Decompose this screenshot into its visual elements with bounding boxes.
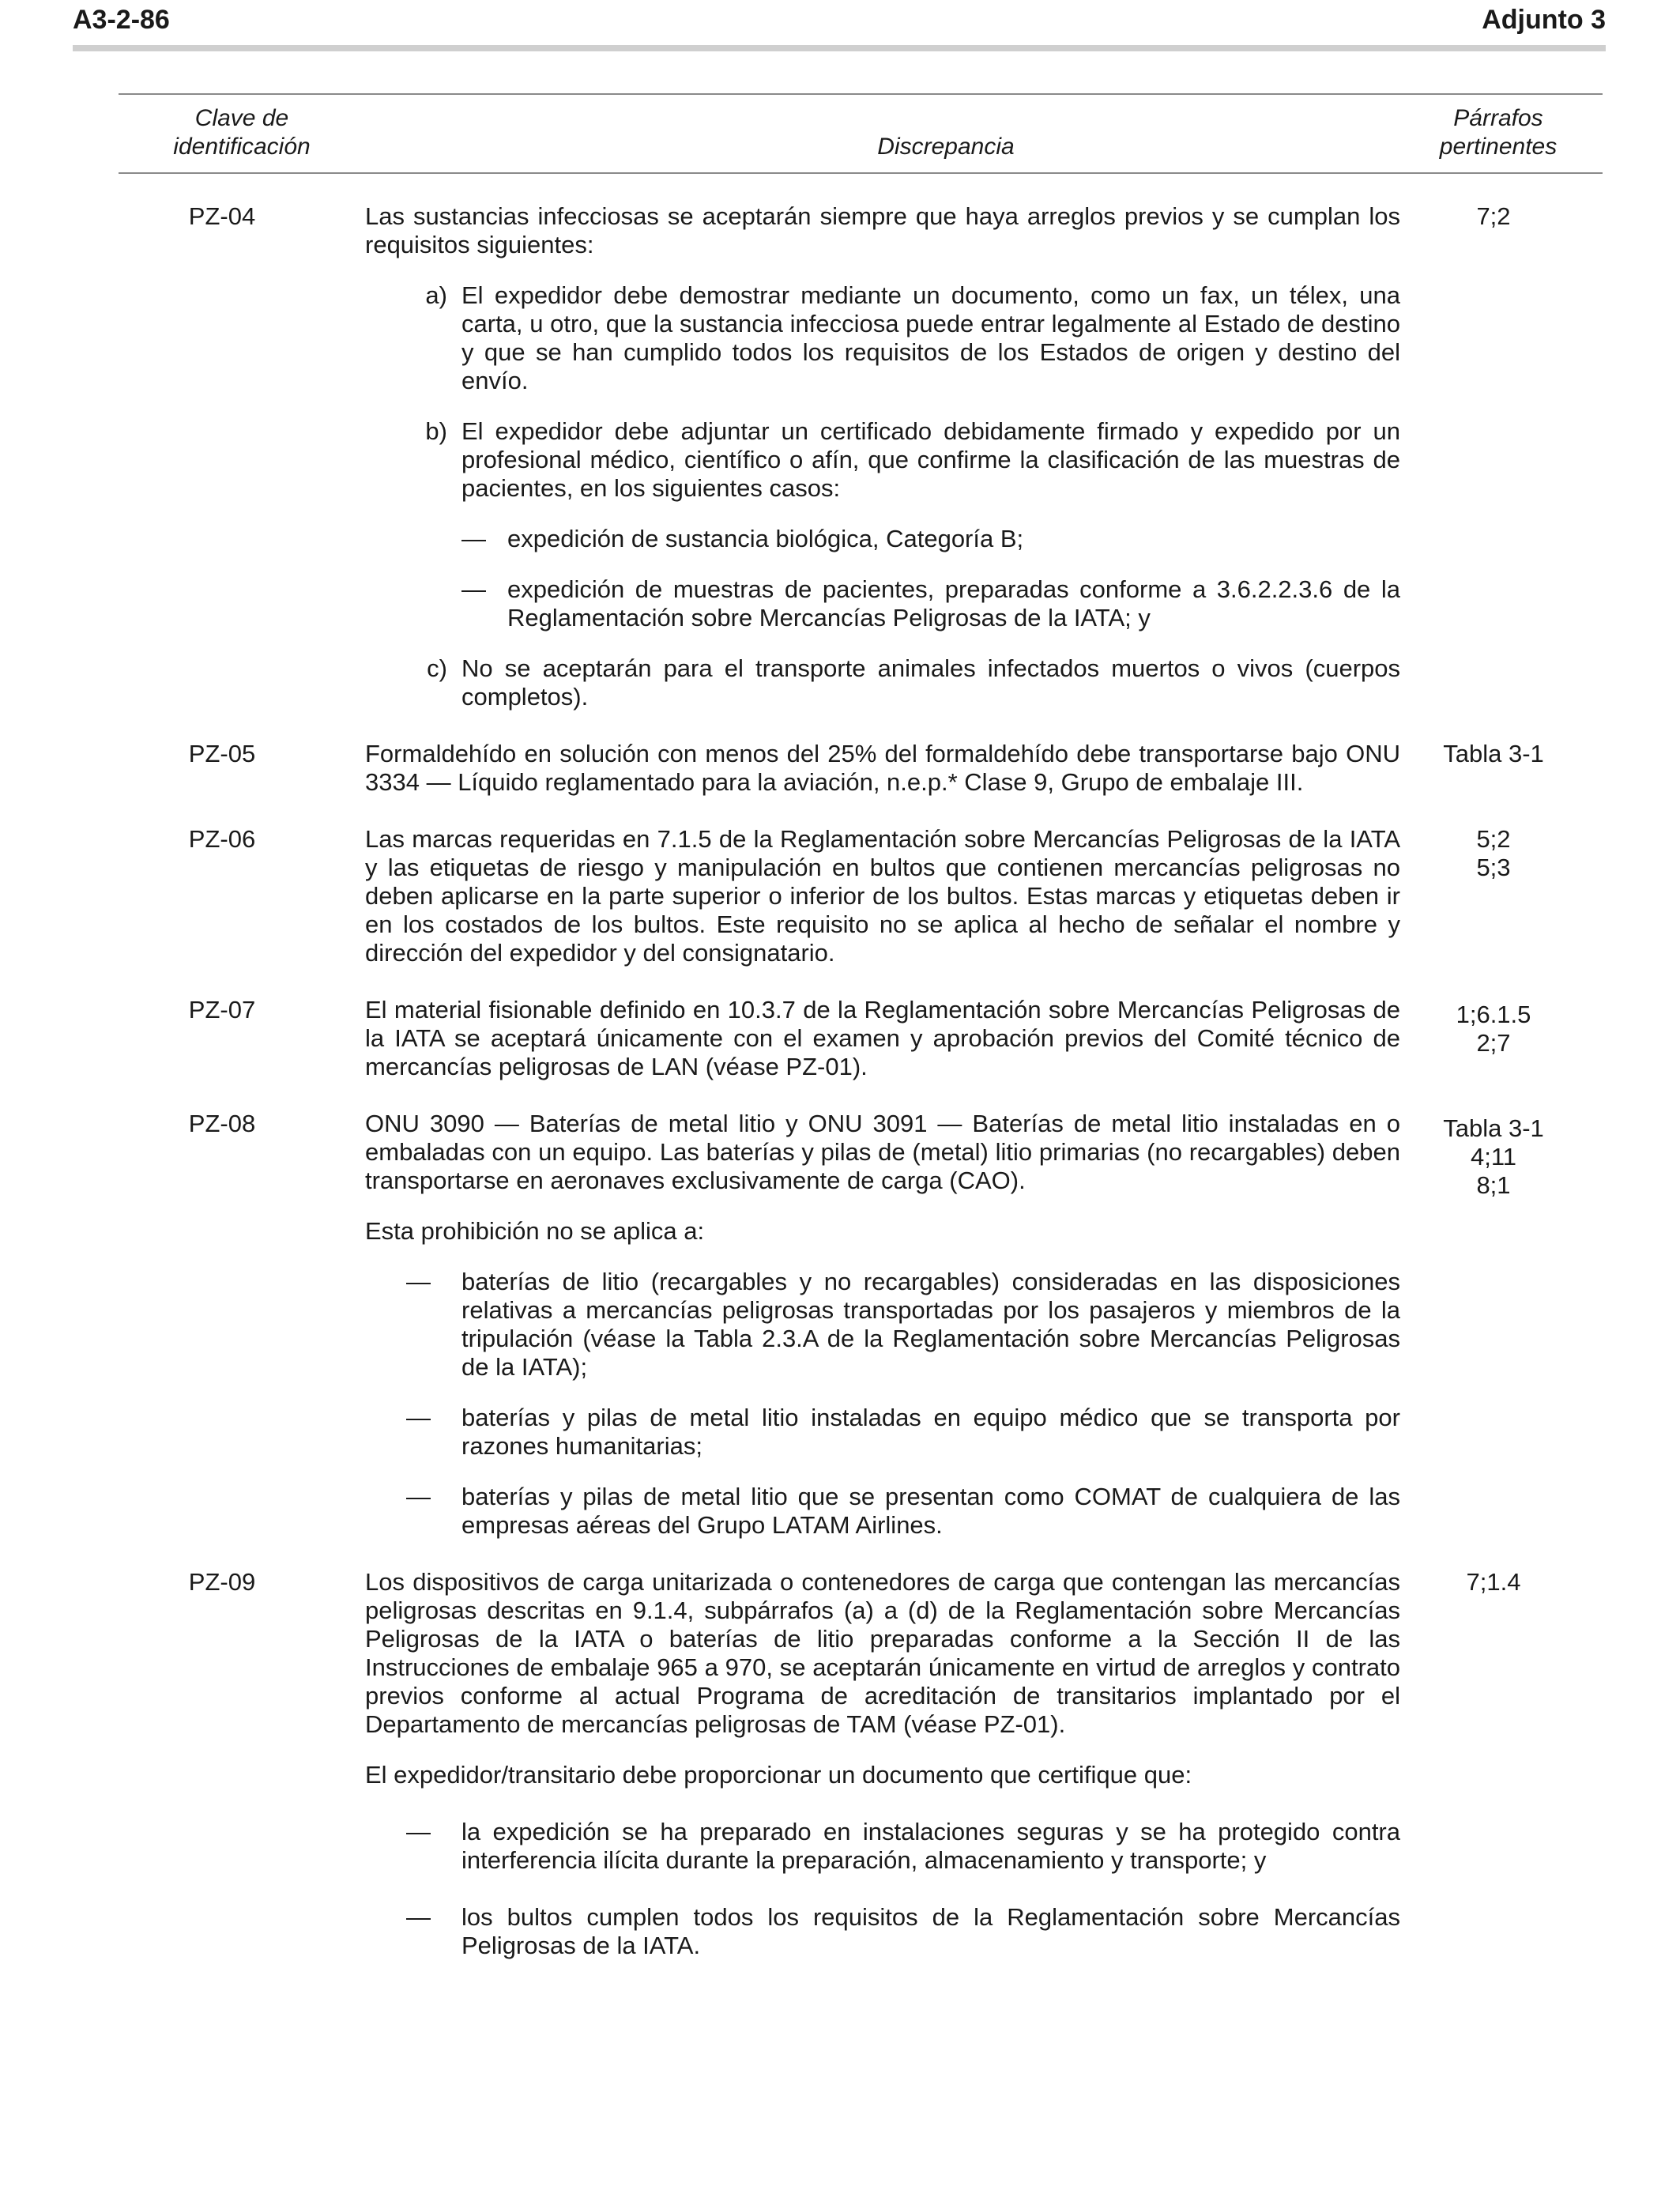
para-ref: 7;1.4 — [1466, 1568, 1521, 1596]
list-marker: — — [406, 1404, 431, 1431]
row-intro: Los dispositivos de carga unitarizada o contenedores de carga que contengan las mercancías peligrosas descritas en 9.1.4, subpárrafos (a) a (d) de la Reglamentación sobre Mercancías Peligrosas de la IATA o baterías de litio preparadas conforme a la Sección II de las Instrucciones de embalaje 965 a 970, se aceptarán únicamente en virtud de arreglos y contrato previos conforme al actual Programa de acreditación de transitarios implantado por el Departamento de mercancías peligrosas de TAM (véase PZ-01). — [365, 1568, 1400, 1738]
list-item — [365, 1818, 1400, 1875]
key-header-line1: Clave de — [194, 105, 289, 131]
para-ref: 5;2 — [1476, 825, 1511, 853]
list-item — [365, 1268, 1400, 1382]
list-text: El expedidor debe adjuntar un certificado debidamente firmado y expedido por un profesional médico, científico o afín, que confirme la clasificación de las muestras de pacientes, en los siguientes casos: — [461, 417, 1400, 502]
list-text: No se aceptarán para el transporte animales infectados muertos o vivos (cuerpos completos). — [461, 654, 1400, 711]
list-text: la expedición se ha preparado en instalaciones seguras y se ha protegido contra interferencia ilícita durante la preparación, almacenamiento y transporte; y — [461, 1818, 1400, 1874]
paras-header-line2: pertinentes — [1439, 134, 1558, 160]
row-discrepancy — [365, 1110, 1400, 1568]
row-key: PZ-05 — [188, 740, 256, 767]
paras-header-line1: Párrafos — [1453, 105, 1543, 131]
para-ref: Tabla 3-1 — [1443, 1114, 1544, 1142]
list-item — [365, 1903, 1400, 1960]
para-ref: 1;6.1.5 — [1456, 1001, 1531, 1028]
table-row — [119, 202, 1603, 740]
row-intro-secondary: Esta prohibición no se aplica a: — [365, 1217, 705, 1245]
row-key: PZ-07 — [188, 996, 256, 1023]
row-paras — [1400, 996, 1603, 1110]
row-key: PZ-04 — [188, 202, 256, 230]
para-ref: 5;3 — [1476, 854, 1511, 881]
table-row — [119, 740, 1603, 825]
row-intro: ONU 3090 — Baterías de metal litio y ONU 3091 — Baterías de metal litio instaladas en o embaladas con un equipo. Las baterías y pilas de (metal) litio primarias (no recargables) deben transportarse en aeronaves exclusivamente de carga (CAO). — [365, 1110, 1400, 1194]
row-paras — [1400, 202, 1603, 740]
row-key: PZ-08 — [188, 1110, 256, 1137]
para-ref: 7;2 — [1476, 202, 1511, 230]
row-discrepancy — [365, 996, 1400, 1110]
para-ref: 4;11 — [1470, 1143, 1517, 1171]
row-discrepancy — [365, 202, 1400, 740]
row-key: PZ-06 — [188, 825, 256, 853]
list-item — [365, 1483, 1400, 1540]
para-ref: 2;7 — [1476, 1029, 1511, 1057]
para-ref: 8;1 — [1476, 1171, 1511, 1199]
list-marker: c) — [427, 654, 447, 682]
row-discrepancy — [365, 1568, 1400, 1982]
table-row — [119, 1110, 1603, 1568]
column-headers — [119, 93, 1603, 174]
column-key-header — [119, 104, 365, 161]
header-rule — [73, 45, 1606, 51]
row-intro: Las marcas requeridas en 7.1.5 de la Reglamentación sobre Mercancías Peligrosas de la IATA y las etiquetas de riesgo y manipulación en bultos que contienen mercancías peligrosas no deben aplicarse en la parte superior o inferior de los bultos. Estas marcas y etiquetas deben ir en los costados de los bultos. Este requisito no se aplica al hecho de señalar el nombre y dirección del expedidor y del consignatario. — [365, 825, 1400, 967]
row-discrepancy — [365, 825, 1400, 996]
list-marker: — — [406, 1818, 431, 1845]
page-number: A3-2-86 — [73, 5, 170, 35]
list-item — [365, 575, 1400, 632]
discrepancy-table — [119, 93, 1603, 1982]
list-marker: a) — [425, 281, 447, 309]
list-marker: — — [406, 1268, 431, 1295]
key-header-line2: identificación — [173, 134, 311, 160]
list-text: baterías y pilas de metal litio que se presentan como COMAT de cualquiera de las empresas aéreas del Grupo LATAM Airlines. — [461, 1483, 1400, 1539]
row-intro: Formaldehído en solución con menos del 25% del formaldehído debe transportarse bajo ONU 3334 — Líquido reglamentado para la aviación, n.e.p.* Clase 9, Grupo de embalaje III. — [365, 740, 1400, 796]
row-discrepancy — [365, 740, 1400, 825]
row-paras — [1400, 825, 1603, 996]
page-header — [73, 5, 1606, 40]
list-marker: b) — [425, 417, 447, 445]
row-paras — [1400, 1110, 1603, 1568]
table-row — [119, 996, 1603, 1110]
table-row — [119, 825, 1603, 996]
list-marker: — — [406, 1483, 431, 1510]
row-intro: El material fisionable definido en 10.3.7 de la Reglamentación sobre Mercancías Peligrosas de la IATA se aceptará únicamente con el examen y aprobación previos del Comité técnico de mercancías peligrosas de LAN (véase PZ-01). — [365, 996, 1400, 1080]
row-key: PZ-09 — [188, 1568, 256, 1596]
attachment-label: Adjunto 3 — [1482, 5, 1606, 35]
list-marker: — — [461, 575, 486, 603]
list-item — [365, 654, 1400, 711]
row-paras — [1400, 740, 1603, 825]
list-text: expedición de sustancia biológica, Categoría B; — [507, 525, 1024, 552]
list-item — [365, 281, 1400, 395]
list-marker: — — [461, 525, 486, 552]
row-intro: Las sustancias infecciosas se aceptarán siempre que haya arreglos previos y se cumplan los requisitos siguientes: — [365, 202, 1400, 258]
list-item — [365, 525, 1400, 553]
row-intro-secondary: El expedidor/transitario debe proporcionar un documento que certifique que: — [365, 1761, 1192, 1789]
column-paras-header — [1411, 104, 1585, 161]
list-text: expedición de muestras de pacientes, preparadas conforme a 3.6.2.2.3.6 de la Reglamentación sobre Mercancías Peligrosas de la IATA; y — [507, 575, 1400, 631]
list-text: baterías de litio (recargables y no recargables) consideradas en las disposiciones relativas a mercancías peligrosas transportadas por los pasajeros y miembros de la tripulación (véase la Tabla 2.3.A de la Reglamentación sobre Mercancías Peligrosas de la IATA); — [461, 1268, 1400, 1381]
list-text: los bultos cumplen todos los requisitos de la Reglamentación sobre Mercancías Peligrosas de la IATA. — [461, 1903, 1400, 1959]
list-item — [365, 417, 1400, 503]
table-row — [119, 1568, 1603, 1982]
list-marker: — — [406, 1903, 431, 1931]
list-text: El expedidor debe demostrar mediante un documento, como un fax, un télex, una carta, u otro, que la sustancia infecciosa puede entrar legalmente al Estado de destino y que se han cumplido todos los requisitos de los Estados de origen y destino del envío. — [461, 281, 1400, 394]
column-discrepancy-header: Discrepancia — [877, 134, 1015, 160]
para-ref: Tabla 3-1 — [1443, 740, 1544, 767]
list-item — [365, 1404, 1400, 1461]
list-text: baterías y pilas de metal litio instaladas en equipo médico que se transporta por razones humanitarias; — [461, 1404, 1400, 1460]
row-paras — [1400, 1568, 1603, 1982]
